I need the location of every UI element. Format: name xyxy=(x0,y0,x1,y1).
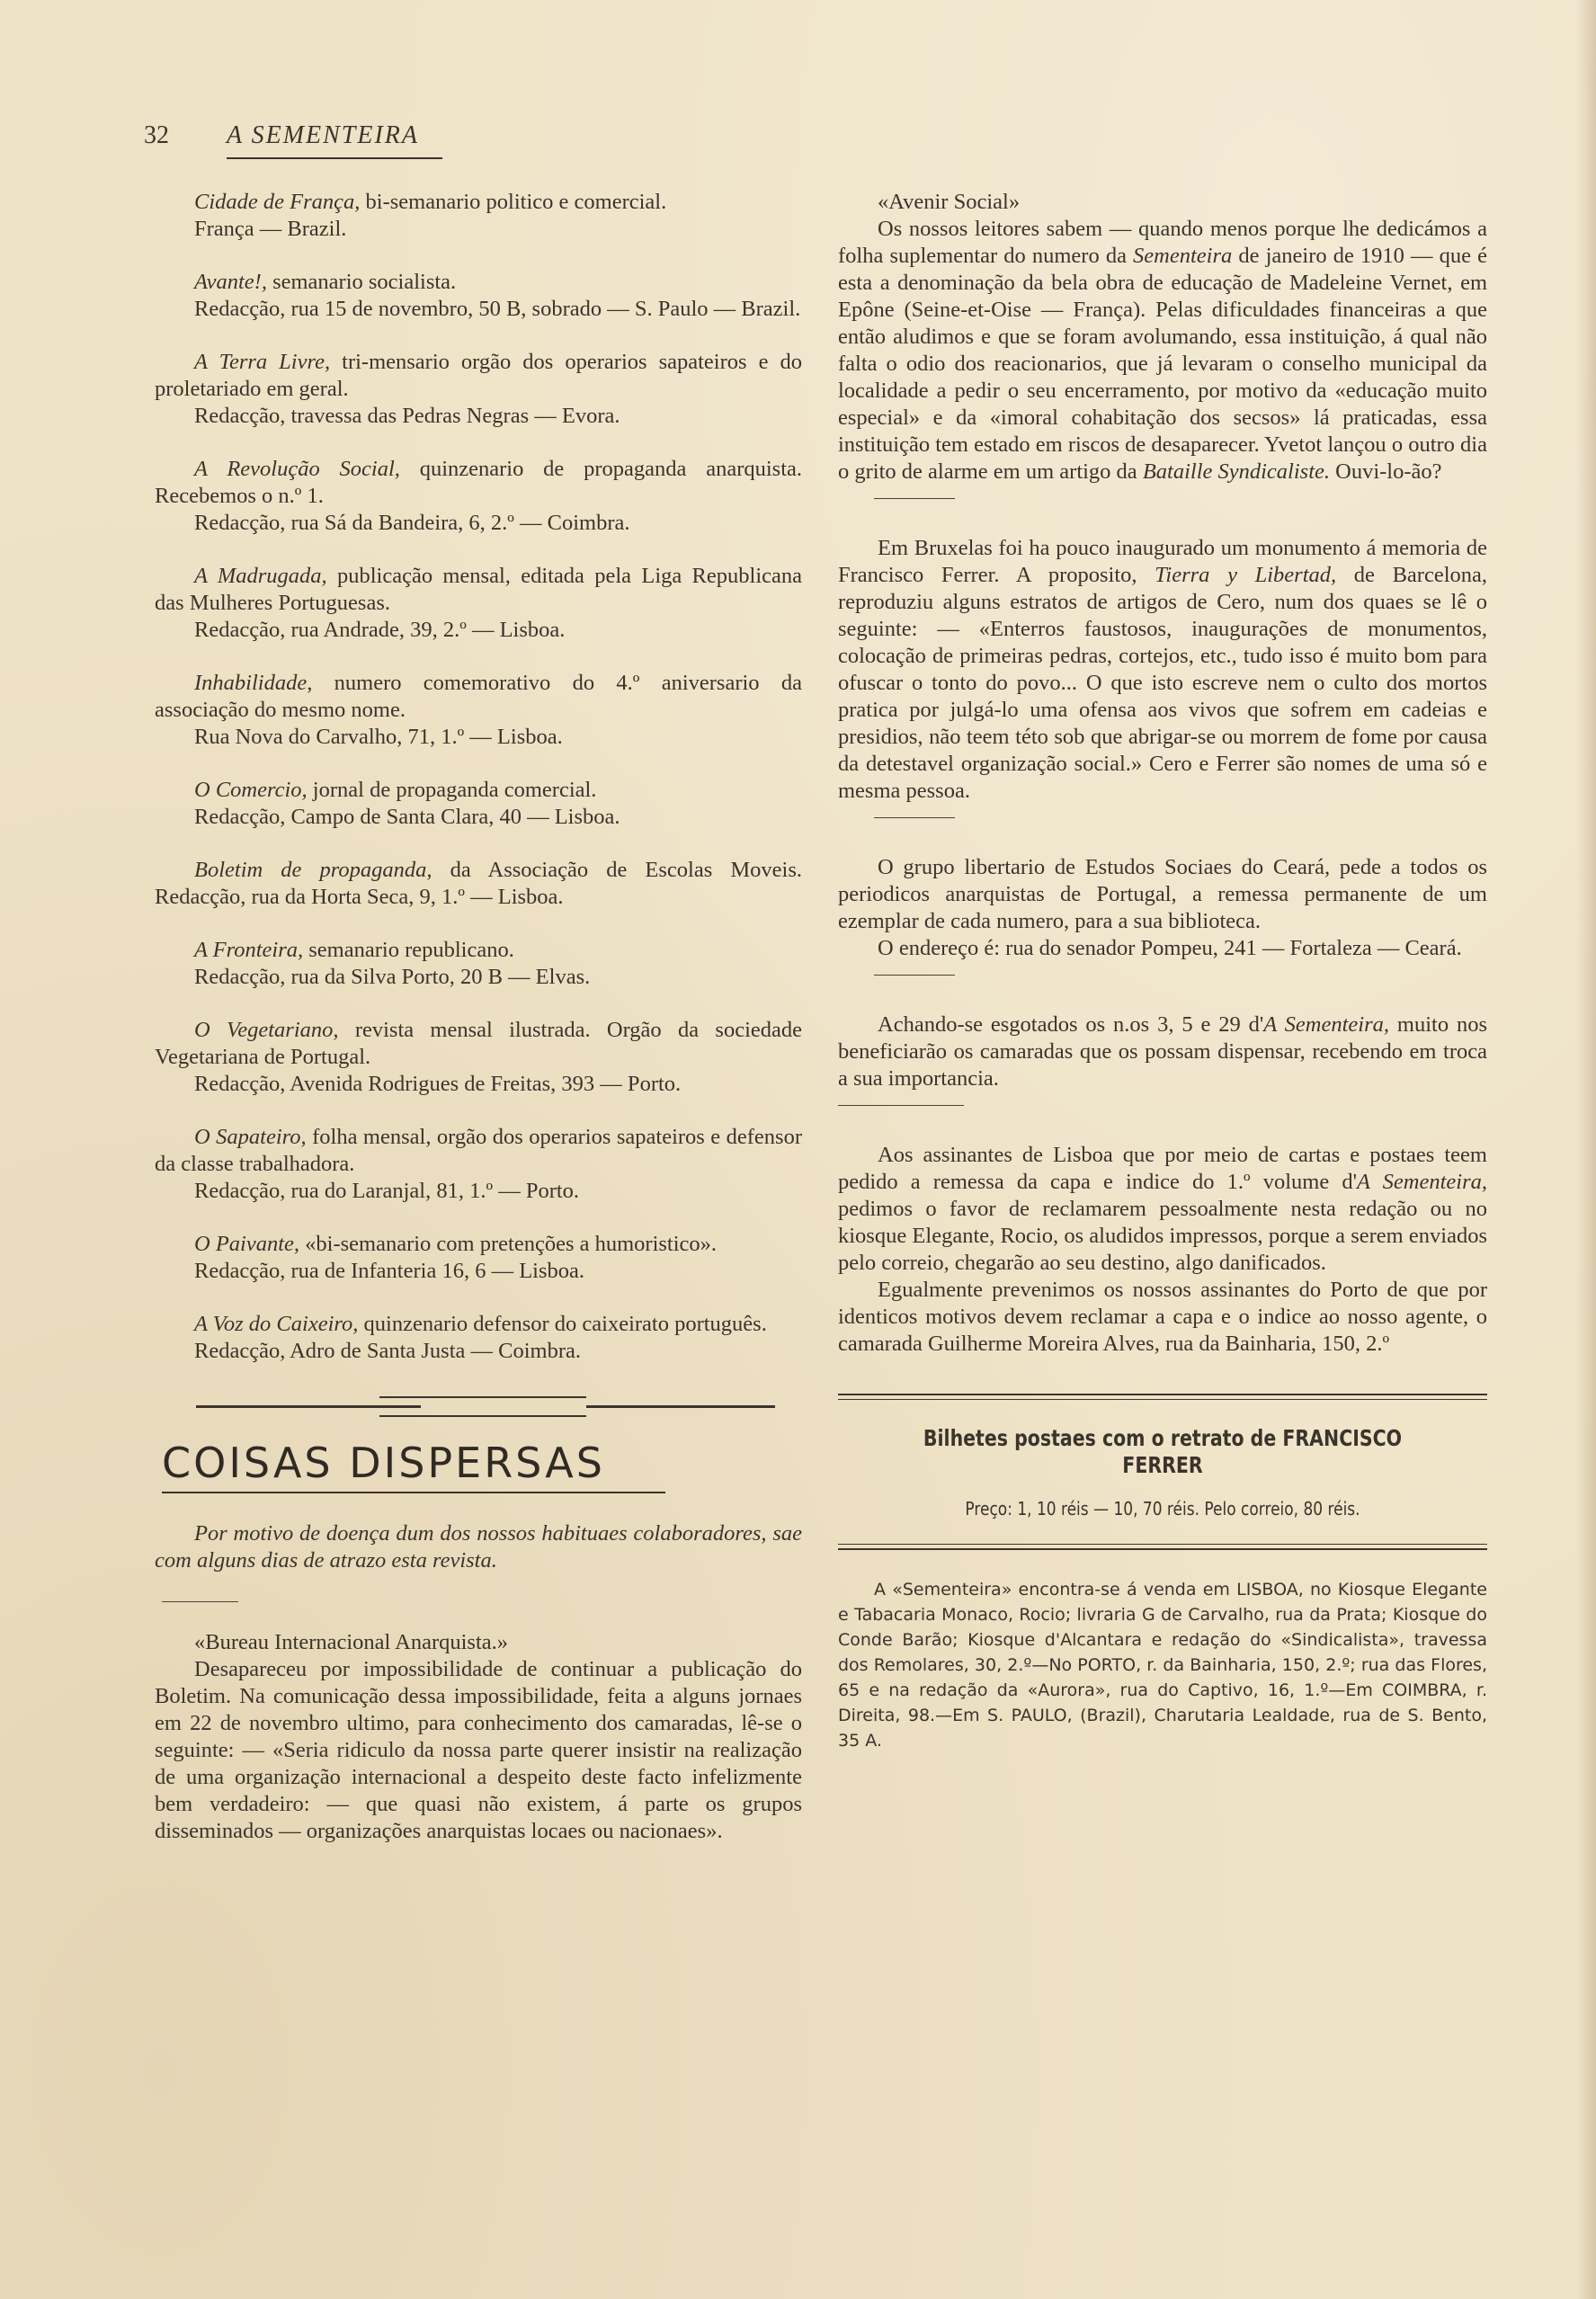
page-header xyxy=(144,121,953,166)
periodical-title: Avante!, xyxy=(194,270,267,294)
periodical-title: Boletim de propaganda, xyxy=(194,858,432,882)
periodical-summary: semanario socialista. xyxy=(266,270,457,294)
bruxelas-item xyxy=(838,535,1487,805)
periodical-title: Cidade de França, xyxy=(194,190,361,214)
avenir-heading: «Avenir Social» xyxy=(878,190,1021,214)
ad-title: Bilhetes postaes com o retrato de FRANCISCO FERRER xyxy=(923,1425,1403,1478)
separator xyxy=(874,817,955,818)
periodical-address: França — Brazil. xyxy=(194,217,347,241)
short-separator xyxy=(162,1601,238,1602)
porto-text: Egualmente prevenimos os nossos assinantes do Porto de que por identicos motivos devem reclamar a capa e o indice ao nosso agente, o camarada Guilherme Moreira Alves, rua da Bainharia, 150, 2.º xyxy=(838,1278,1487,1356)
periodical-entry xyxy=(155,777,802,831)
periodical-title: A Fronteira, xyxy=(194,938,304,962)
assinantes-text: Aos assinantes de Lisboa que por meio de cartas e postaes teem pedido a remessa da capa e indice do 1.º volume d'A Sementeira, pedimos o favor de reclamarem pessoalmente nesta redação ou no kiosque Elegante, Rocio, os aludidos impressos, porque a serem enviados pelo correio, chegarão ao seu destino, algo danificados. xyxy=(838,1143,1487,1275)
assinantes-item xyxy=(838,1142,1487,1358)
separator xyxy=(838,1105,964,1106)
separator xyxy=(874,498,955,499)
periodical-address: Redacção, Adro de Santa Justa — Coimbra. xyxy=(194,1339,582,1363)
esgotados-text: Achando-se esgotados os n.os 3, 5 e 29 d'A Sementeira, muito nos beneficiarão os camaradas que os possam dispensar, recebendo em troca a sua importancia. xyxy=(838,1012,1487,1091)
periodical-entry xyxy=(155,269,802,323)
periodical-entry xyxy=(155,349,802,430)
bureau-heading: «Bureau Internacional Anarquista.» xyxy=(194,1630,509,1654)
periodical-address: Redacção, rua Sá da Bandeira, 6, 2.º — Coimbra. xyxy=(194,511,630,535)
periodical-title: Inhabilidade, xyxy=(194,671,313,695)
bureau-text: Desapareceu por impossibilidade de continuar a publicação do Boletim. Na comunicação dessa impossibilidade, feita a alguns jornaes em 22 de novembro ultimo, para conhecimento dos camaradas, lê-se o seguinte: — «Seria ridiculo da nossa parte querer insistir na realização de uma organização internacional a despeito deste facto infelizmente bem verdadeiro: — que quasi não existem, á parte os grupos disseminados — organizações anarquistas locaes ou nacionaes». xyxy=(155,1657,802,1843)
ad-top-rule xyxy=(838,1394,1487,1400)
periodical-title: A Voz do Caixeiro, xyxy=(194,1312,359,1336)
periodical-entry xyxy=(155,189,802,243)
periodical-entry xyxy=(155,1311,802,1365)
periodical-title: A Madrugada, xyxy=(194,564,327,588)
periodical-entry xyxy=(155,1017,802,1098)
periodical-summary: numero comemorativo do 4.º aniversario da associação do mesmo nome. xyxy=(155,671,802,722)
page-edge-shadow xyxy=(1576,0,1596,2299)
periodical-description xyxy=(155,1017,802,1071)
periodical-title: O Sapateiro, xyxy=(194,1125,307,1149)
periodical-description xyxy=(155,1231,802,1258)
periodical-summary: jornal de propaganda comercial. xyxy=(307,778,597,802)
periodical-entry xyxy=(155,456,802,537)
ceara-text: O grupo libertario de Estudos Sociaes do Ceará, pede a todos os periodicos anarquistas de Portugal, a remessa permanente de um ezemplar de cada numero, para a sua biblioteca. xyxy=(838,855,1487,933)
esgotados-item xyxy=(838,1011,1487,1092)
periodical-description xyxy=(155,1311,802,1338)
periodical-address: Redacção, Avenida Rodrigues de Freitas, 393 — Porto. xyxy=(194,1072,682,1096)
periodical-description xyxy=(155,269,802,296)
periodical-title: O Comercio, xyxy=(194,778,308,802)
sale-points-text: A «Sementeira» encontra-se á venda em LISBOA, no Kiosque Elegante e Tabacaria Monaco, Rocio; livraria G de Carvalho, rua da Prata; Kiosque do Conde Barão; Kiosque d'Alcantara e redação do «Sindicalista», travessa dos Remolares, 30, 2.º—No PORTO, r. da Bainharia, 150, 2.º; rua das Flores, 65 e na redação da «Aurora», rua do Captivo, 16, 1.º—Em COIMBRA, r. Direita, 98.—Em S. PAULO, (Brazil), Charutaria Lealdade, rua de S. Bento, 35 A. xyxy=(838,1580,1487,1751)
periodical-title: O Paivante, xyxy=(194,1232,300,1256)
periodical-title: O Vegetariano, xyxy=(194,1018,339,1042)
periodical-summary: folha mensal, orgão dos operarios sapateiros e defensor da classe trabalhadora. xyxy=(155,1125,802,1176)
periodical-title: A Revolução Social, xyxy=(194,457,400,481)
periodical-description xyxy=(155,189,802,216)
periodical-summary: semanario republicano. xyxy=(303,938,514,962)
periodical-summary: quinzenario de propaganda anarquista. Recebemos o n.º 1. xyxy=(155,457,803,508)
running-title: A SEMENTEIRA xyxy=(227,121,420,149)
periodical-entry xyxy=(155,670,802,751)
periodical-entry xyxy=(155,1231,802,1285)
periodical-address: Redacção, rua de Infanteria 16, 6 — Lisboa. xyxy=(194,1259,585,1283)
avenir-social-item xyxy=(838,189,1487,486)
bureau-item xyxy=(155,1629,802,1845)
periodical-description xyxy=(155,563,802,617)
periodical-address: Redacção, rua Andrade, 39, 2.º — Lisboa. xyxy=(194,618,566,642)
running-title-underline xyxy=(227,157,442,159)
periodical-summary: publicação mensal, editada pela Liga Republicana das Mulheres Portuguesas. xyxy=(155,564,803,615)
right-column xyxy=(838,189,1487,1753)
ad-bottom-rule xyxy=(838,1544,1487,1550)
periodicals-list xyxy=(155,189,802,1365)
ad-price: Preço: 1, 10 réis — 10, 70 réis. Pelo correio, 80 réis. xyxy=(965,1498,1360,1519)
periodical-description xyxy=(155,456,802,510)
ceara-item xyxy=(838,854,1487,962)
page-number: 32 xyxy=(144,121,169,149)
periodical-entry xyxy=(155,937,802,991)
periodical-address: Redacção, rua 15 de novembro, 50 B, sobrado — S. Paulo — Brazil. xyxy=(194,297,801,321)
periodical-description xyxy=(155,777,802,804)
periodical-address: Rua Nova do Carvalho, 71, 1.º — Lisboa. xyxy=(194,725,563,749)
periodical-summary: bi-semanario politico e comercial. xyxy=(360,190,667,214)
separator xyxy=(874,975,955,976)
periodical-description xyxy=(155,857,802,911)
delay-note: Por motivo de doença dum dos nossos habituaes colaboradores, sae com alguns dias de atrazo esta revista. xyxy=(155,1521,802,1573)
periodical-address: Redacção, travessa das Pedras Negras — Evora. xyxy=(194,404,620,428)
periodical-description xyxy=(155,349,802,403)
periodical-description xyxy=(155,670,802,724)
avenir-text: Os nossos leitores sabem — quando menos porque lhe dedicámos a folha suplementar do numero da Sementeira de janeiro de 1910 — que é esta a denominação da bela obra de educação de Madeleine Vernet, em Epône (Seine-et-Oise — França). Pelas dificuldades financeiras a que então aludimos e que se foram avolumando, essa instituição, á qual não falta o odio dos reacionarios, que já levaram o conselho municipal da localidade a pedir o seu encerramento, por motivo da «educação muito especial» e da «imoral cohabitação dos secsos» lá praticadas, essa instituição tem estado em riscos de desaparecer. Yvetot lançou o outro dia o grito de alarme em um artigo da Bataille Syndicaliste. Ouvi-lo-ão? xyxy=(838,217,1487,484)
periodical-summary: revista mensal ilustrada. Orgão da sociedade Vegetariana de Portugal. xyxy=(155,1018,802,1069)
periodical-entry xyxy=(155,1124,802,1205)
periodical-entry xyxy=(155,857,802,911)
section-divider-ornament xyxy=(155,1391,802,1427)
periodical-address: Redacção, Campo de Santa Clara, 40 — Lisboa. xyxy=(194,805,620,829)
periodical-summary: tri-mensario orgão dos operarios sapateiros e do proletariado em geral. xyxy=(155,350,802,401)
left-column xyxy=(155,189,802,1871)
periodical-summary: da Associação de Escolas Moveis. Redacção, rua da Horta Seca, 9, 1.º — Lisboa. xyxy=(155,858,802,909)
periodical-description xyxy=(155,937,802,964)
section-title-rule xyxy=(162,1492,665,1493)
periodical-summary: «bi-semanario com pretenções a humoristico». xyxy=(299,1232,718,1256)
section-title: COISAS DISPERSAS xyxy=(162,1439,605,1487)
periodical-title: A Terra Livre, xyxy=(194,350,331,374)
periodical-entry xyxy=(155,563,802,644)
periodical-summary: quinzenario defensor do caixeirato português. xyxy=(358,1312,767,1336)
bruxelas-text: Em Bruxelas foi ha pouco inaugurado um monumento á memoria de Francisco Ferrer. A proposito, Tierra y Libertad, de Barcelona, reproduziu alguns estratos de artigos de Cero, num dos quaes se lê o seguinte: — «Enterros faustosos, inaugurações de monumentos, colocação de primeiras pedras, cortejos, etc., tudo isso é muito bom para ofuscar o tonto do povo... O que isto escreve nem o culto dos mortos pratica por julgá-lo uma ofensa aos vivos que sofrem em cadeias e presidios, não teem této sob que abrigar-se ou morrem de fome por causa da detestavel organização social.» Cero e Ferrer são nomes de uma só e mesma pessoa. xyxy=(838,536,1487,803)
periodical-address: Redacção, rua do Laranjal, 81, 1.º — Porto. xyxy=(194,1179,580,1203)
periodical-description xyxy=(155,1124,802,1178)
ceara-address: O endereço é: rua do senador Pompeu, 241 — Fortaleza — Ceará. xyxy=(878,936,1462,960)
periodical-address: Redacção, rua da Silva Porto, 20 B — Elvas. xyxy=(194,965,591,989)
